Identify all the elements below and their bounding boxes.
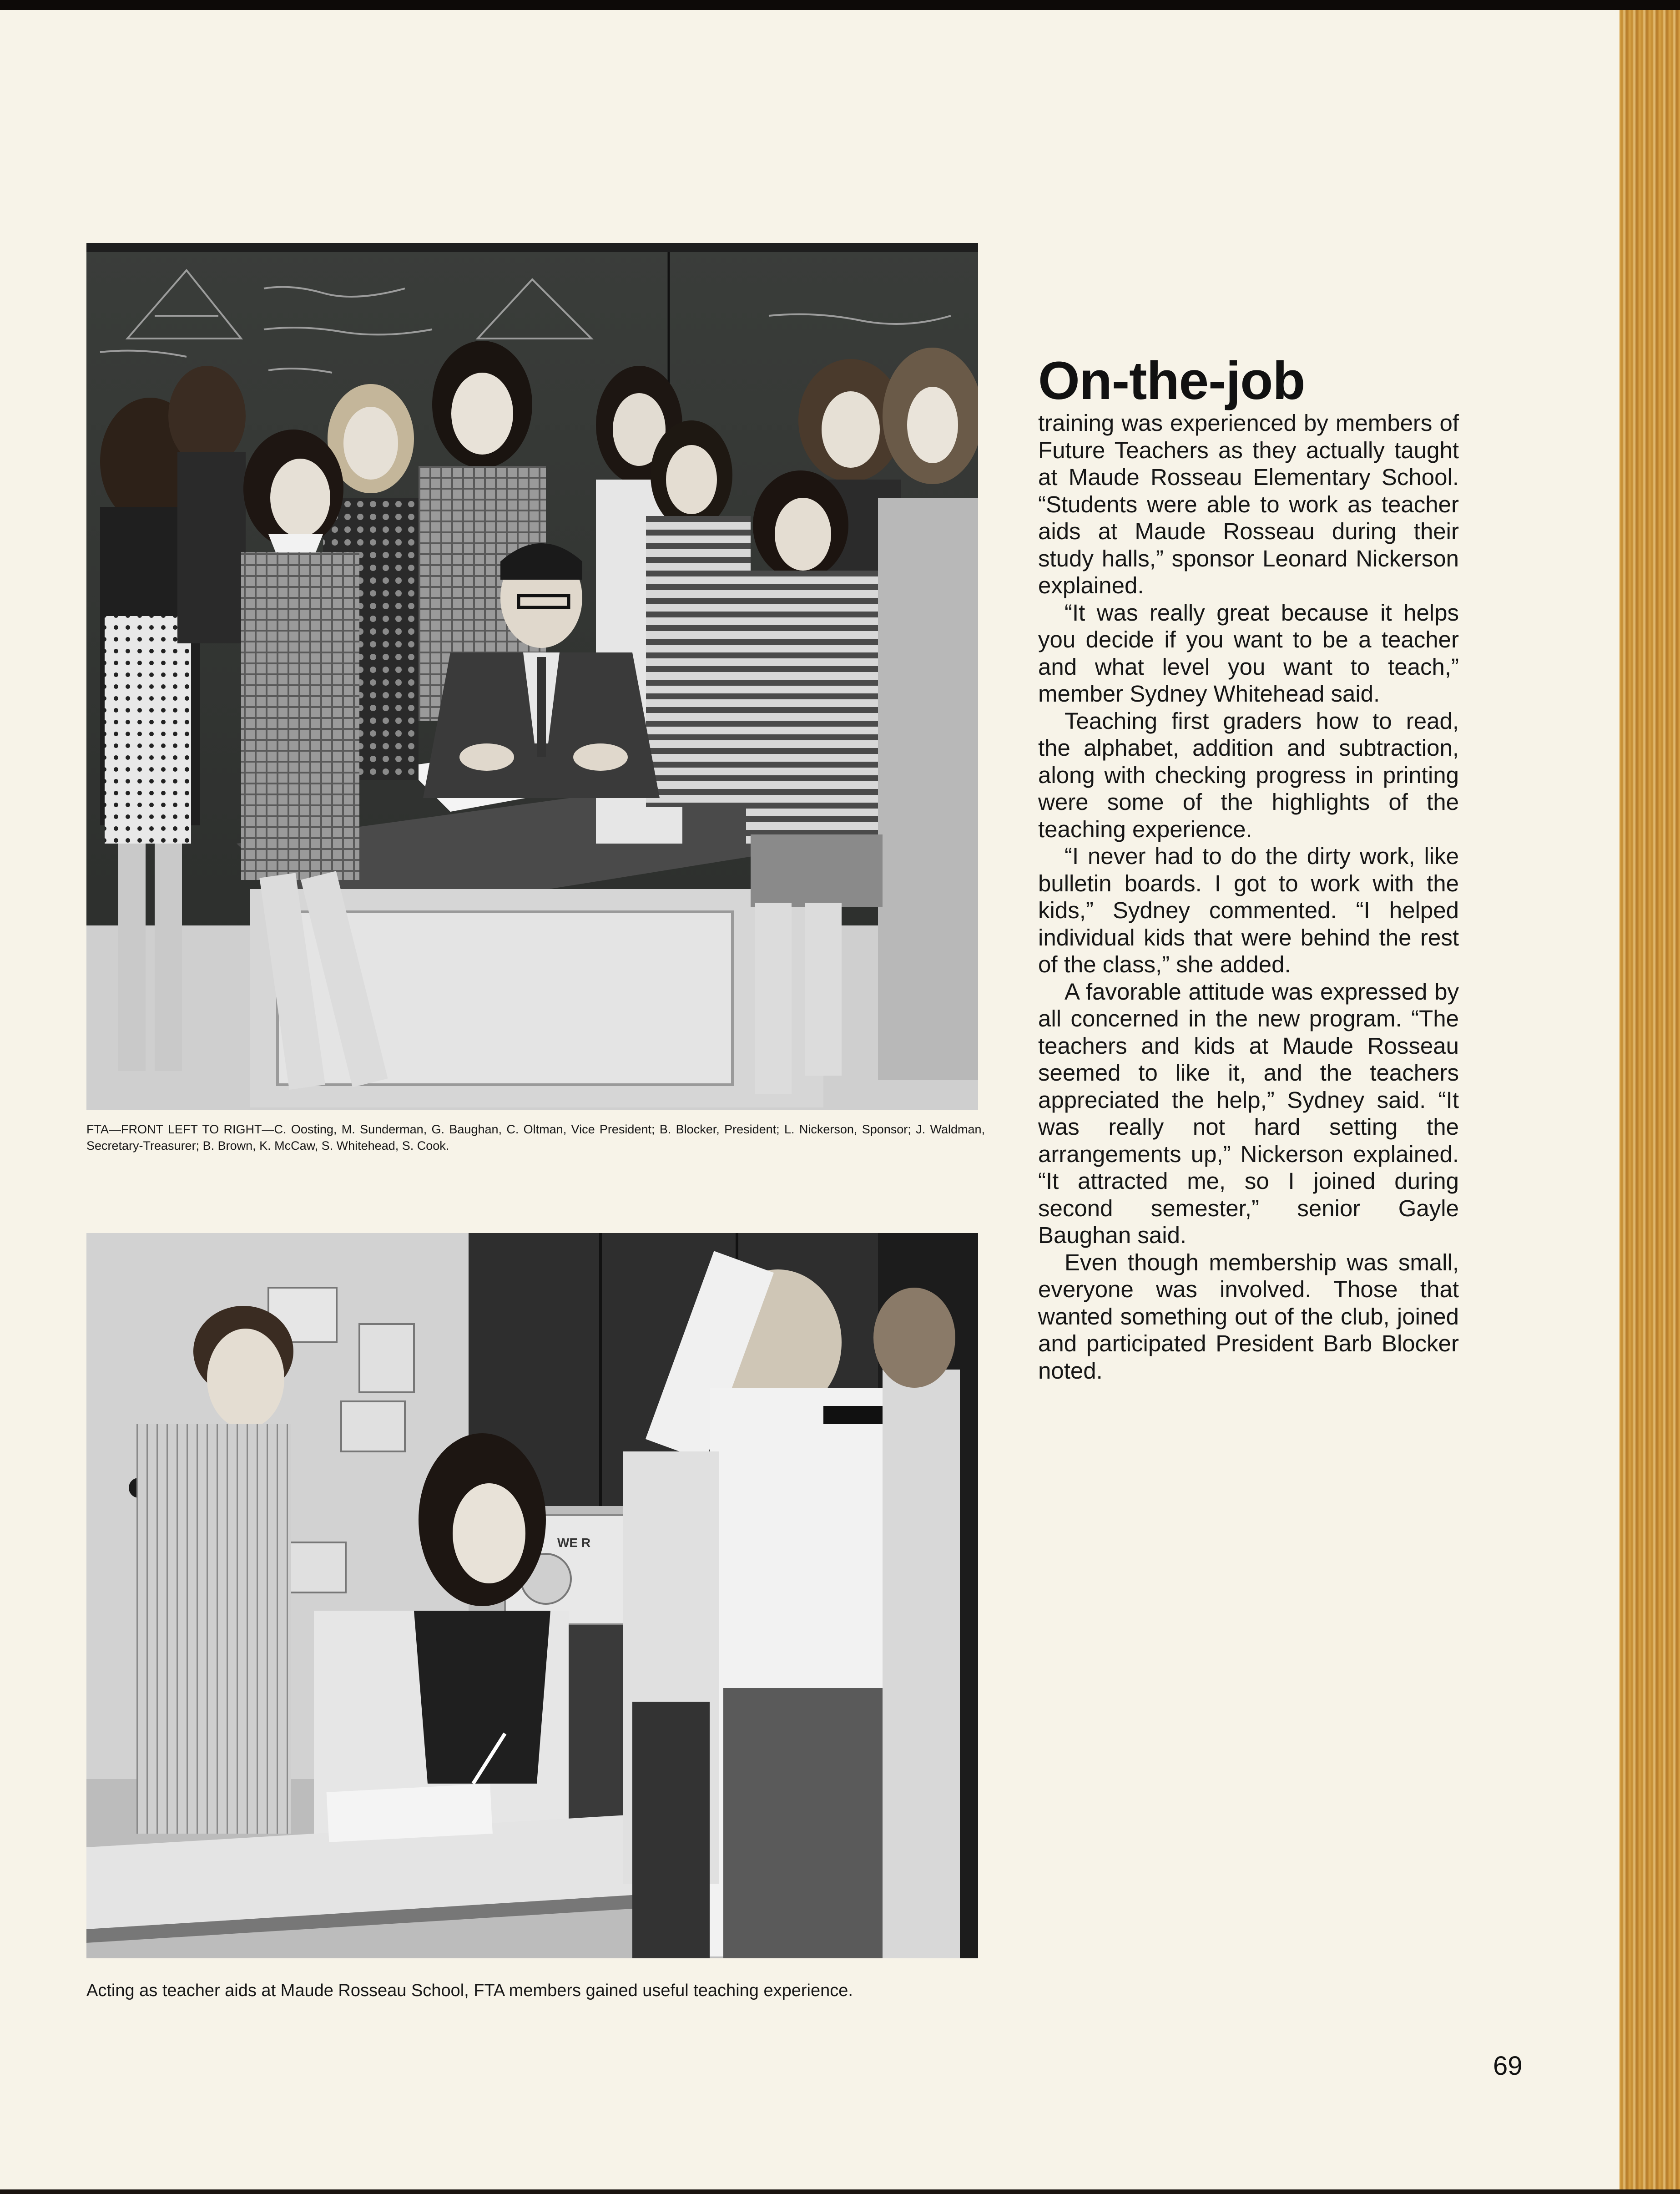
article-body [1038,409,1459,1384]
classroom-photo-caption: Acting as teacher aids at Maude Rosseau School, FTA members gained useful teaching experience. [86,1981,853,2000]
article-paragraph: training was experienced by members of Future Teachers as they actually taught at Maude Rosseau Elementary School. “Students were able to work as teacher aids at Maude Rosseau during their study halls,” sponsor Leonard Nickerson explained. [1038,410,1459,598]
article-paragraph: “It was really great because it helps you decide if you want to be a teacher and what level you want to teach,” member Sydney Whitehead said. [1038,599,1459,707]
page-top-edge [0,0,1680,10]
article-headline: On-the-job [1038,351,1305,411]
page-number: 69 [1493,2051,1523,2081]
group-photo-caption: FTA—FRONT LEFT TO RIGHT—C. Oosting, M. Sunderman, G. Baughan, C. Oltman, Vice President; B. Blocker, President; L. Nickerson, Sponsor; J. Waldman, Secretary-Treasurer; B. Brown, K. McCaw, S. Whitehead, S. Cook. [86,1122,985,1153]
classroom-photo [86,1233,978,1958]
article-paragraph: “I never had to do the dirty work, like bulletin boards. I got to work with the kids,” Sydney commented. “I helped individual kids that were behind the rest of the class,” she added. [1038,843,1459,977]
classroom-photo-image [86,1233,978,1958]
group-photo [86,243,978,1110]
article-paragraph: Teaching first graders how to read, the alphabet, addition and subtraction, along with checking progress in printing were some of the highlights of the teaching experience. [1038,708,1459,842]
article-paragraph: Even though membership was small, everyone was involved. Those that wanted something out of the club, joined and participated President Barb Blocker noted. [1038,1249,1459,1384]
group-photo-image [86,243,978,1110]
article-paragraph: A favorable attitude was expressed by all concerned in the new program. “The teachers and kids at Maude Rosseau seemed to like it, and the teachers appreciated the help,” Sydney said. “It was really not hard setting the arrangements up,” Nickerson explained. “It attracted me, so I joined during second semester,” senior Gayle Baughan said. [1038,978,1459,1248]
yearbook-page [0,10,1619,2189]
page-stack-edge [1619,10,1680,2189]
classroom-sign-text: WE R [557,1536,591,1550]
